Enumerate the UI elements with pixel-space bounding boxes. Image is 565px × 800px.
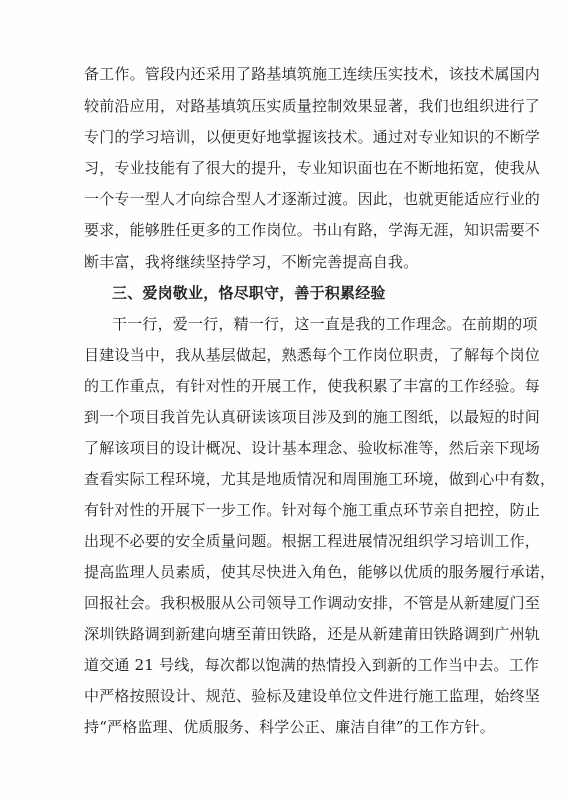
- paragraph-line: 断丰富，我将继续坚持学习，不断完善提高自我。: [84, 253, 419, 271]
- paragraph-line: 查看实际工程环境，尤其是地质情况和周围施工环境，做到心中有数，: [84, 470, 556, 488]
- paragraph-line: 深圳铁路调到新建向塘至莆田铁路，还是从新建莆田铁路调到广州轨: [84, 625, 541, 643]
- paragraph-line: 较前沿应用，对路基填筑压实质量控制效果显著，我们也组织进行了: [84, 97, 541, 115]
- paragraph-line: 出现不必要的安全质量问题。根据工程进展情况组织学习培训工作，: [84, 532, 541, 550]
- paragraph-line: 的工作重点，有针对性的开展工作，使我积累了丰富的工作经验。每: [84, 377, 541, 395]
- paragraph-line: 到一个项目我首先认真研读该项目涉及到的施工图纸，以最短的时间: [84, 408, 541, 426]
- paragraph-line: 道交通 21 号线，每次都以饱满的热情投入到新的工作当中去。工作: [84, 656, 540, 674]
- section-heading: 三、爱岗敬业，恪尽职守，善于积累经验: [112, 284, 386, 302]
- paragraph-line: 持“严格监理、优质服务、科学公正、廉洁自律”的工作方针。: [84, 718, 495, 736]
- paragraph-line: 要求，能够胜任更多的工作岗位。书山有路，学海无涯，知识需要不: [84, 221, 541, 239]
- paragraph-line: 有针对性的开展下一步工作。针对每个施工重点环节亲自把控，防止: [84, 501, 541, 519]
- paragraph-line: 习，专业技能有了很大的提升，专业知识面也在不断地拓宽，使我从: [84, 159, 541, 177]
- paragraph-line: 了解该项目的设计概况、设计基本理念、验收标准等，然后亲下现场: [84, 439, 541, 457]
- paragraph-line: 提高监理人员素质，使其尽快进入角色，能够以优质的服务履行承诺，: [84, 563, 556, 581]
- paragraph-line: 专门的学习培训，以便更好地掌握该技术。通过对专业知识的不断学: [84, 128, 541, 146]
- paragraph-line: 中严格按照设计、规范、验标及建设单位文件进行施工监理，始终坚: [84, 687, 541, 705]
- paragraph-line: 一个专一型人才向综合型人才逐渐过渡。因此，也就更能适应行业的: [84, 190, 541, 208]
- paragraph-line: 回报社会。我积极服从公司领导工作调动安排，不管是从新建厦门至: [84, 594, 541, 612]
- paragraph-line: 备工作。管段内还采用了路基填筑施工连续压实技术，该技术属国内: [84, 65, 541, 83]
- paragraph-line: 目建设当中，我从基层做起，熟悉每个工作岗位职责，了解每个岗位: [84, 346, 541, 364]
- paragraph-line: 干一行，爱一行，精一行，这一直是我的工作理念。在前期的项: [112, 315, 538, 333]
